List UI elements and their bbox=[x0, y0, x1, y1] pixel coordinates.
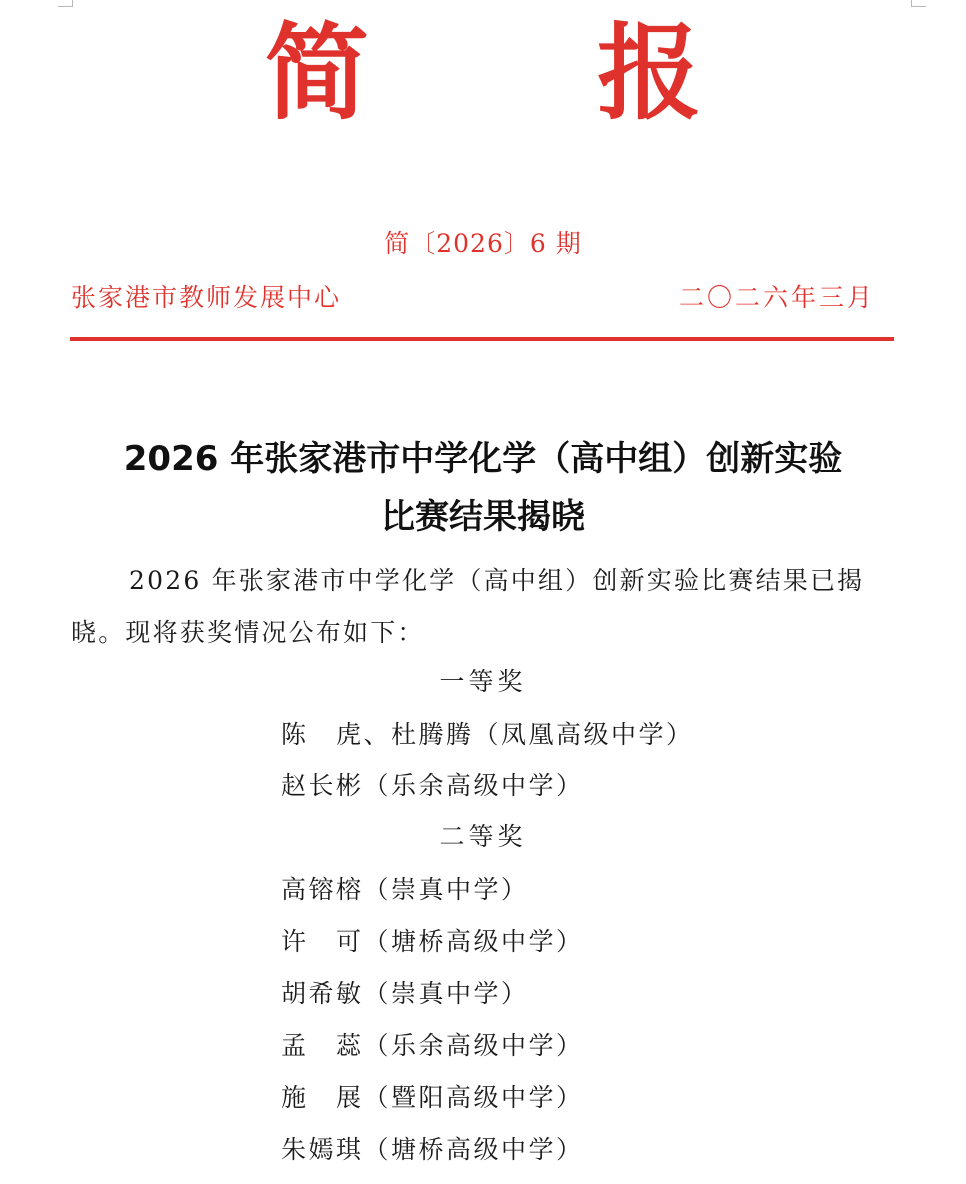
header-line bbox=[71, 280, 893, 316]
crop-mark-left bbox=[58, 0, 73, 7]
second-prize-winner: 许 可（塘桥高级中学） bbox=[281, 927, 584, 956]
first-prize-heading: 一等奖 bbox=[439, 667, 527, 696]
document-title bbox=[60, 430, 906, 546]
second-prize-winner: 孟 蕊（乐余高级中学） bbox=[281, 1031, 584, 1060]
document-title-line-1: 2026 年张家港市中学化学（高中组）创新实验 bbox=[123, 439, 843, 479]
first-prize-winner: 赵长彬（乐余高级中学） bbox=[281, 771, 584, 800]
organization-name: 张家港市教师发展中心 bbox=[71, 283, 342, 312]
issue-date: 二〇二六年三月 bbox=[678, 283, 875, 312]
second-prize-winner: 胡希敏（崇真中学） bbox=[281, 979, 529, 1008]
second-prize-winner: 高镕榕（崇真中学） bbox=[281, 875, 529, 904]
document-title-line-2: 比赛结果揭晓 bbox=[381, 497, 585, 537]
intro-paragraph: 2026 年张家港市中学化学（高中组）创新实验比赛结果已揭晓。现将获奖情况公布如下： bbox=[71, 566, 865, 647]
masthead-title: 简 报 bbox=[264, 11, 798, 134]
first-prize-winner: 陈 虎、杜腾腾（凤凰高级中学） bbox=[281, 720, 694, 749]
header-divider bbox=[70, 337, 894, 341]
second-prize-winner: 施 展（暨阳高级中学） bbox=[281, 1083, 584, 1112]
issue-number: 简〔2026〕6 期 bbox=[384, 229, 582, 258]
second-prize-winner: 朱嫣琪（塘桥高级中学） bbox=[281, 1135, 584, 1164]
crop-mark-right bbox=[911, 0, 926, 7]
second-prize-heading: 二等奖 bbox=[439, 822, 527, 851]
